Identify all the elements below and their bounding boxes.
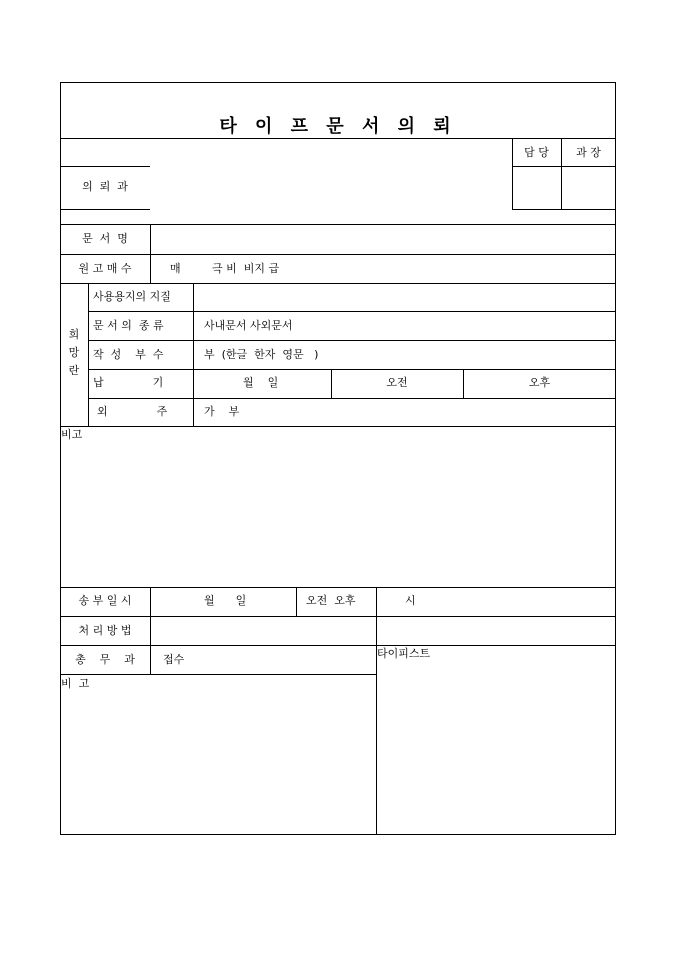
document-name-label: 문 서 명	[82, 232, 128, 245]
rule	[60, 254, 616, 255]
send-datetime-label: 송 부 일 시	[78, 594, 132, 607]
remarks-label: 비고	[61, 428, 83, 441]
rule	[60, 645, 616, 646]
rule	[60, 587, 616, 588]
copies-value: 부 (한글 한자 영문 )	[204, 348, 319, 361]
rule	[88, 311, 616, 312]
rule	[60, 616, 616, 617]
rule	[512, 209, 616, 210]
deadline-date: 월 일	[243, 376, 279, 389]
typist-label: 타이피스트	[377, 647, 431, 660]
rule	[60, 138, 616, 139]
rule	[150, 587, 151, 674]
annotation-value: 가 부	[204, 405, 240, 418]
rule	[150, 224, 151, 283]
rule	[512, 166, 616, 167]
approval-manager-label: 과 장	[576, 146, 601, 159]
manuscript-fee: 극 비 비지 급	[212, 262, 280, 275]
rule	[296, 587, 297, 616]
rule	[60, 426, 616, 427]
rule	[88, 398, 616, 399]
rule	[60, 674, 376, 675]
approval-staff-label: 담 당	[524, 146, 549, 159]
send-hour: 시	[405, 594, 416, 607]
processing-method-label: 처 리 방 법	[78, 624, 132, 637]
manuscript-count-label: 원 고 매 수	[78, 262, 132, 275]
doc-kind-label: 문 서 의 종 류	[93, 319, 164, 332]
general-affairs-label: 총 무 과	[75, 653, 135, 666]
rule	[60, 209, 150, 210]
deadline-pm: 오후	[528, 376, 551, 389]
paper-type-label: 사용용지의 지질	[93, 290, 171, 303]
rule	[88, 340, 616, 341]
rule	[60, 224, 616, 225]
send-ampm: 오전 오후	[306, 594, 356, 607]
form-title: 타 이 프 문 서 의 뢰	[219, 116, 457, 137]
form-frame	[60, 82, 616, 835]
general-affairs-value: 접수	[163, 653, 185, 666]
annotation-label: 외 주	[97, 405, 168, 418]
deadline-am: 오전	[386, 376, 408, 389]
copies-label: 작 성 부 수	[93, 348, 164, 361]
rule	[193, 283, 194, 426]
remarks-2-label: 비 고	[61, 677, 90, 690]
request-section-label: 희 망 란	[68, 328, 80, 377]
rule	[376, 587, 377, 835]
rule	[88, 283, 89, 426]
deadline-label: 납 기	[93, 376, 164, 389]
rule	[88, 369, 616, 370]
doc-kind-value: 사내문서 사외문서	[204, 319, 293, 332]
manuscript-unit: 매	[170, 262, 181, 275]
requesting-dept-label: 의 뢰 과	[82, 180, 128, 193]
rule	[60, 166, 150, 167]
send-date: 월 일	[204, 594, 247, 607]
rule	[60, 283, 616, 284]
